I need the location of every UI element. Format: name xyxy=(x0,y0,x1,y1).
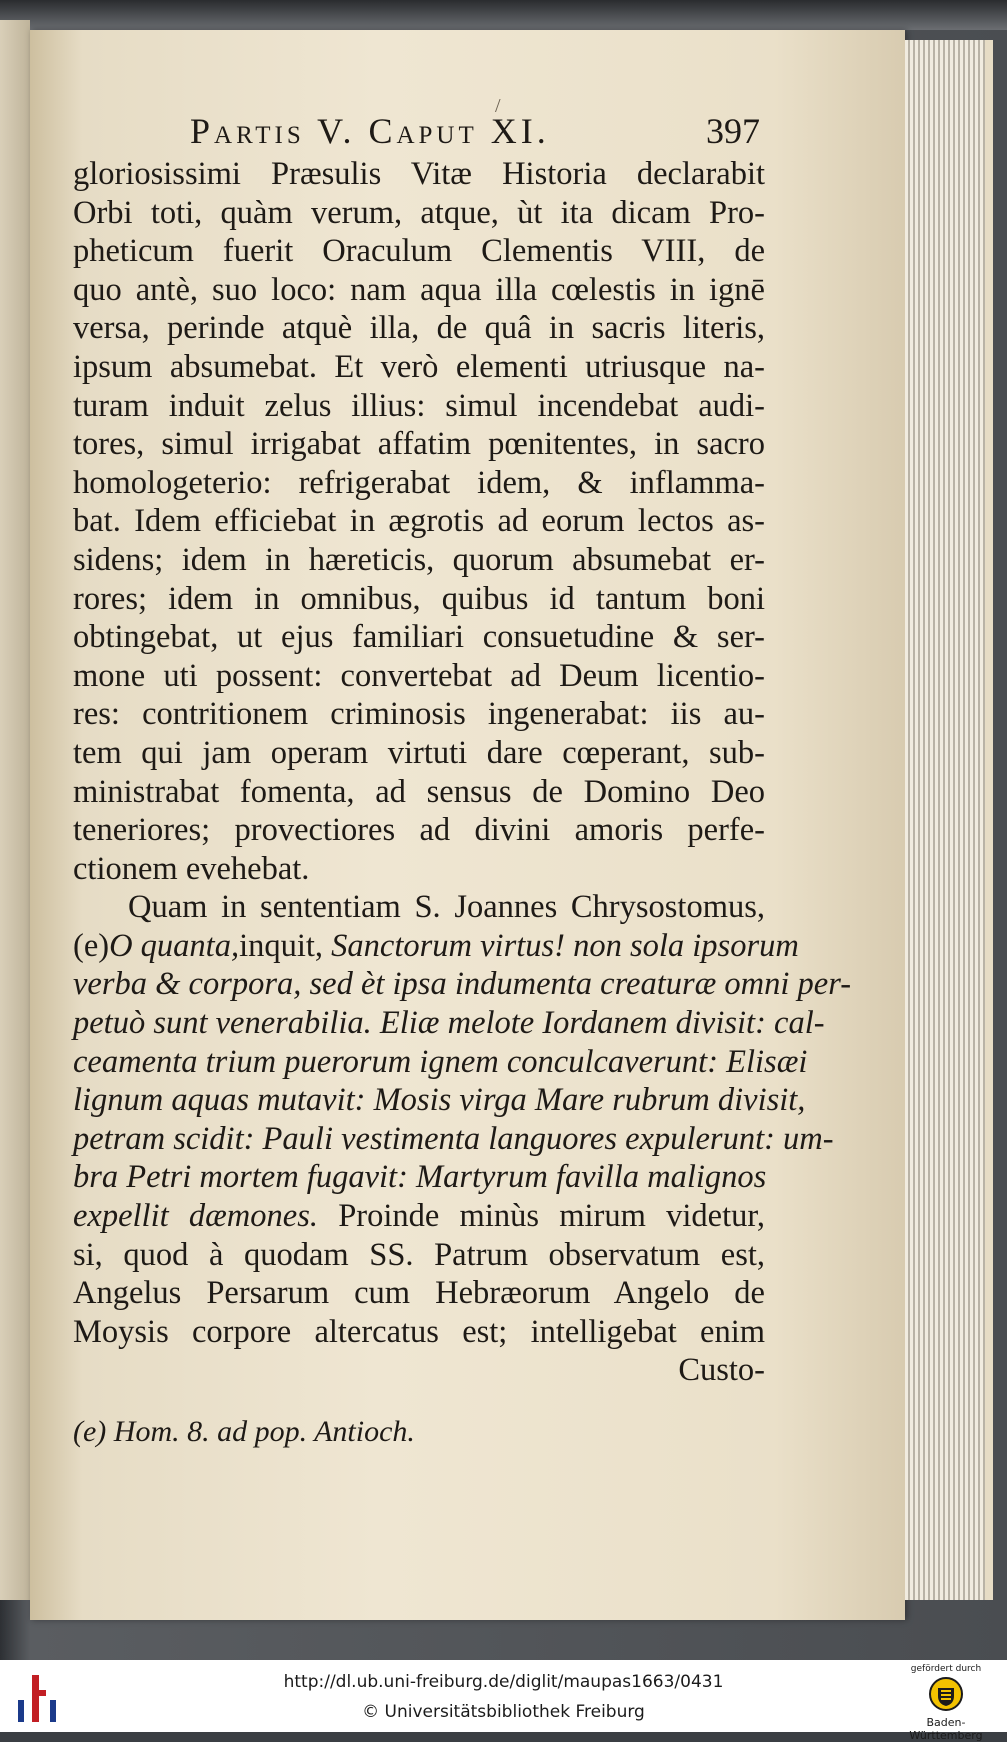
footnote: (e) Hom. 8. ad pop. Antioch. xyxy=(73,1415,415,1448)
text-line: pheticum fuerit Oraculum Clementis VIII, de xyxy=(73,233,765,270)
text-line: mone uti possent: convertebat ad Deum licentio- xyxy=(73,657,765,694)
text-line: ipsum absumebat. Et verò elementi utriusque na- xyxy=(73,348,765,385)
page-header xyxy=(190,110,760,152)
text-line: bat. Idem efficiebat in ægrotis ad eorum lectos as- xyxy=(73,503,765,540)
quote-line: ceamenta trium puerorum ignem conculcaverunt: Elisæi xyxy=(73,1043,808,1080)
text-line: tores, simul irrigabat affatim pœnitentes, in sacro xyxy=(73,426,765,463)
sponsor-state: Baden-Württemberg xyxy=(909,1716,983,1742)
page-block-edges xyxy=(905,40,993,1600)
text-line: teneriores; provectiores ad divini amoris perfe- xyxy=(73,812,765,849)
text-line: Angelus Persarum cum Hebræorum Angelo de xyxy=(73,1275,765,1312)
quote-text: Sanctorum virtus! non sola ipsorum xyxy=(331,927,799,964)
text-line: Moysis corpore altercatus est; intelligebat enim xyxy=(73,1313,765,1350)
quote-text: expellit dæmones. xyxy=(73,1198,318,1235)
text-line: Quam in sententiam S. Joannes Chrysostomus, xyxy=(128,889,765,926)
text-line: obtingebat, ut ejus familiari consuetudine & ser- xyxy=(73,619,765,656)
text-line: Orbi toti, quàm verum, atque, ùt ita dicam Pro- xyxy=(73,194,765,231)
text-line: tem qui jam operam virtuti dare cœperant, sub- xyxy=(73,734,765,771)
ink-mark: / xyxy=(495,95,501,117)
text-line: turam induit zelus illius: simul incendebat audi- xyxy=(73,387,765,424)
sponsor-caption: gefördert durch xyxy=(910,1664,982,1674)
page-number: 397 xyxy=(706,111,760,151)
quote-line: petram scidit: Pauli vestimenta languores expulerunt: um- xyxy=(73,1120,834,1157)
text-line: sidens; idem in hæreticis, quorum absumebat er- xyxy=(73,541,765,578)
text-line: ctionem evehebat. xyxy=(73,850,310,887)
facing-page-edge xyxy=(0,20,30,1600)
catchword: Custo- xyxy=(678,1352,765,1389)
quote-line: verba & corpora, sed èt ipsa indumenta creaturæ omni per- xyxy=(73,966,852,1003)
viewer-footer xyxy=(0,1660,1007,1742)
permalink-url[interactable]: http://dl.ub.uni-freiburg.de/diglit/maupas1663/0431 xyxy=(283,1672,724,1692)
footnote-ref: (e) xyxy=(73,927,110,964)
text-fragment: Proinde minùs mirum videtur, xyxy=(338,1198,765,1235)
text-line: ministrabat fomenta, ad sensus de Domino Deo xyxy=(73,773,765,810)
text-line: gloriosissimi Præsulis Vitæ Historia declarabit xyxy=(73,156,765,192)
text-line: si, quod à quodam SS. Patrum observatum est, xyxy=(73,1236,765,1273)
text-line: rores; idem in omnibus, quibus id tantum boni xyxy=(73,580,765,617)
book-binding xyxy=(0,0,1007,30)
quote-line: petuò sunt venerabilia. Eliæ melote Iordanem divisit: cal- xyxy=(73,1005,825,1042)
body-text xyxy=(73,155,852,1390)
text-line: quo antè, suo loco: nam aqua illa cœlestis in ignē xyxy=(73,271,765,308)
text-line-mixed xyxy=(73,927,799,966)
quote-line: lignum aquas mutavit: Mosis virga Mare rubrum divisit, xyxy=(73,1082,806,1119)
sponsor-badge xyxy=(891,1664,1001,1742)
running-head: Partis V. Caput XI. xyxy=(190,111,550,151)
text-line: homologeterio: refrigerabat idem, & inflamma- xyxy=(73,464,765,501)
quote-text: O quanta, xyxy=(109,927,240,964)
text-line: res: contritionem criminosis ingenerabat: iis au- xyxy=(73,696,765,733)
copyright-notice: © Universitätsbibliothek Freiburg xyxy=(362,1702,645,1722)
quote-line: bra Petri mortem fugavit: Martyrum favilla malignos xyxy=(73,1159,767,1196)
text-line: versa, perinde atquè illa, de quâ in sacris literis, xyxy=(73,310,765,347)
text-line-mixed xyxy=(73,1197,765,1236)
text-fragment: inquit, xyxy=(239,927,324,964)
state-crest-icon xyxy=(928,1676,964,1712)
